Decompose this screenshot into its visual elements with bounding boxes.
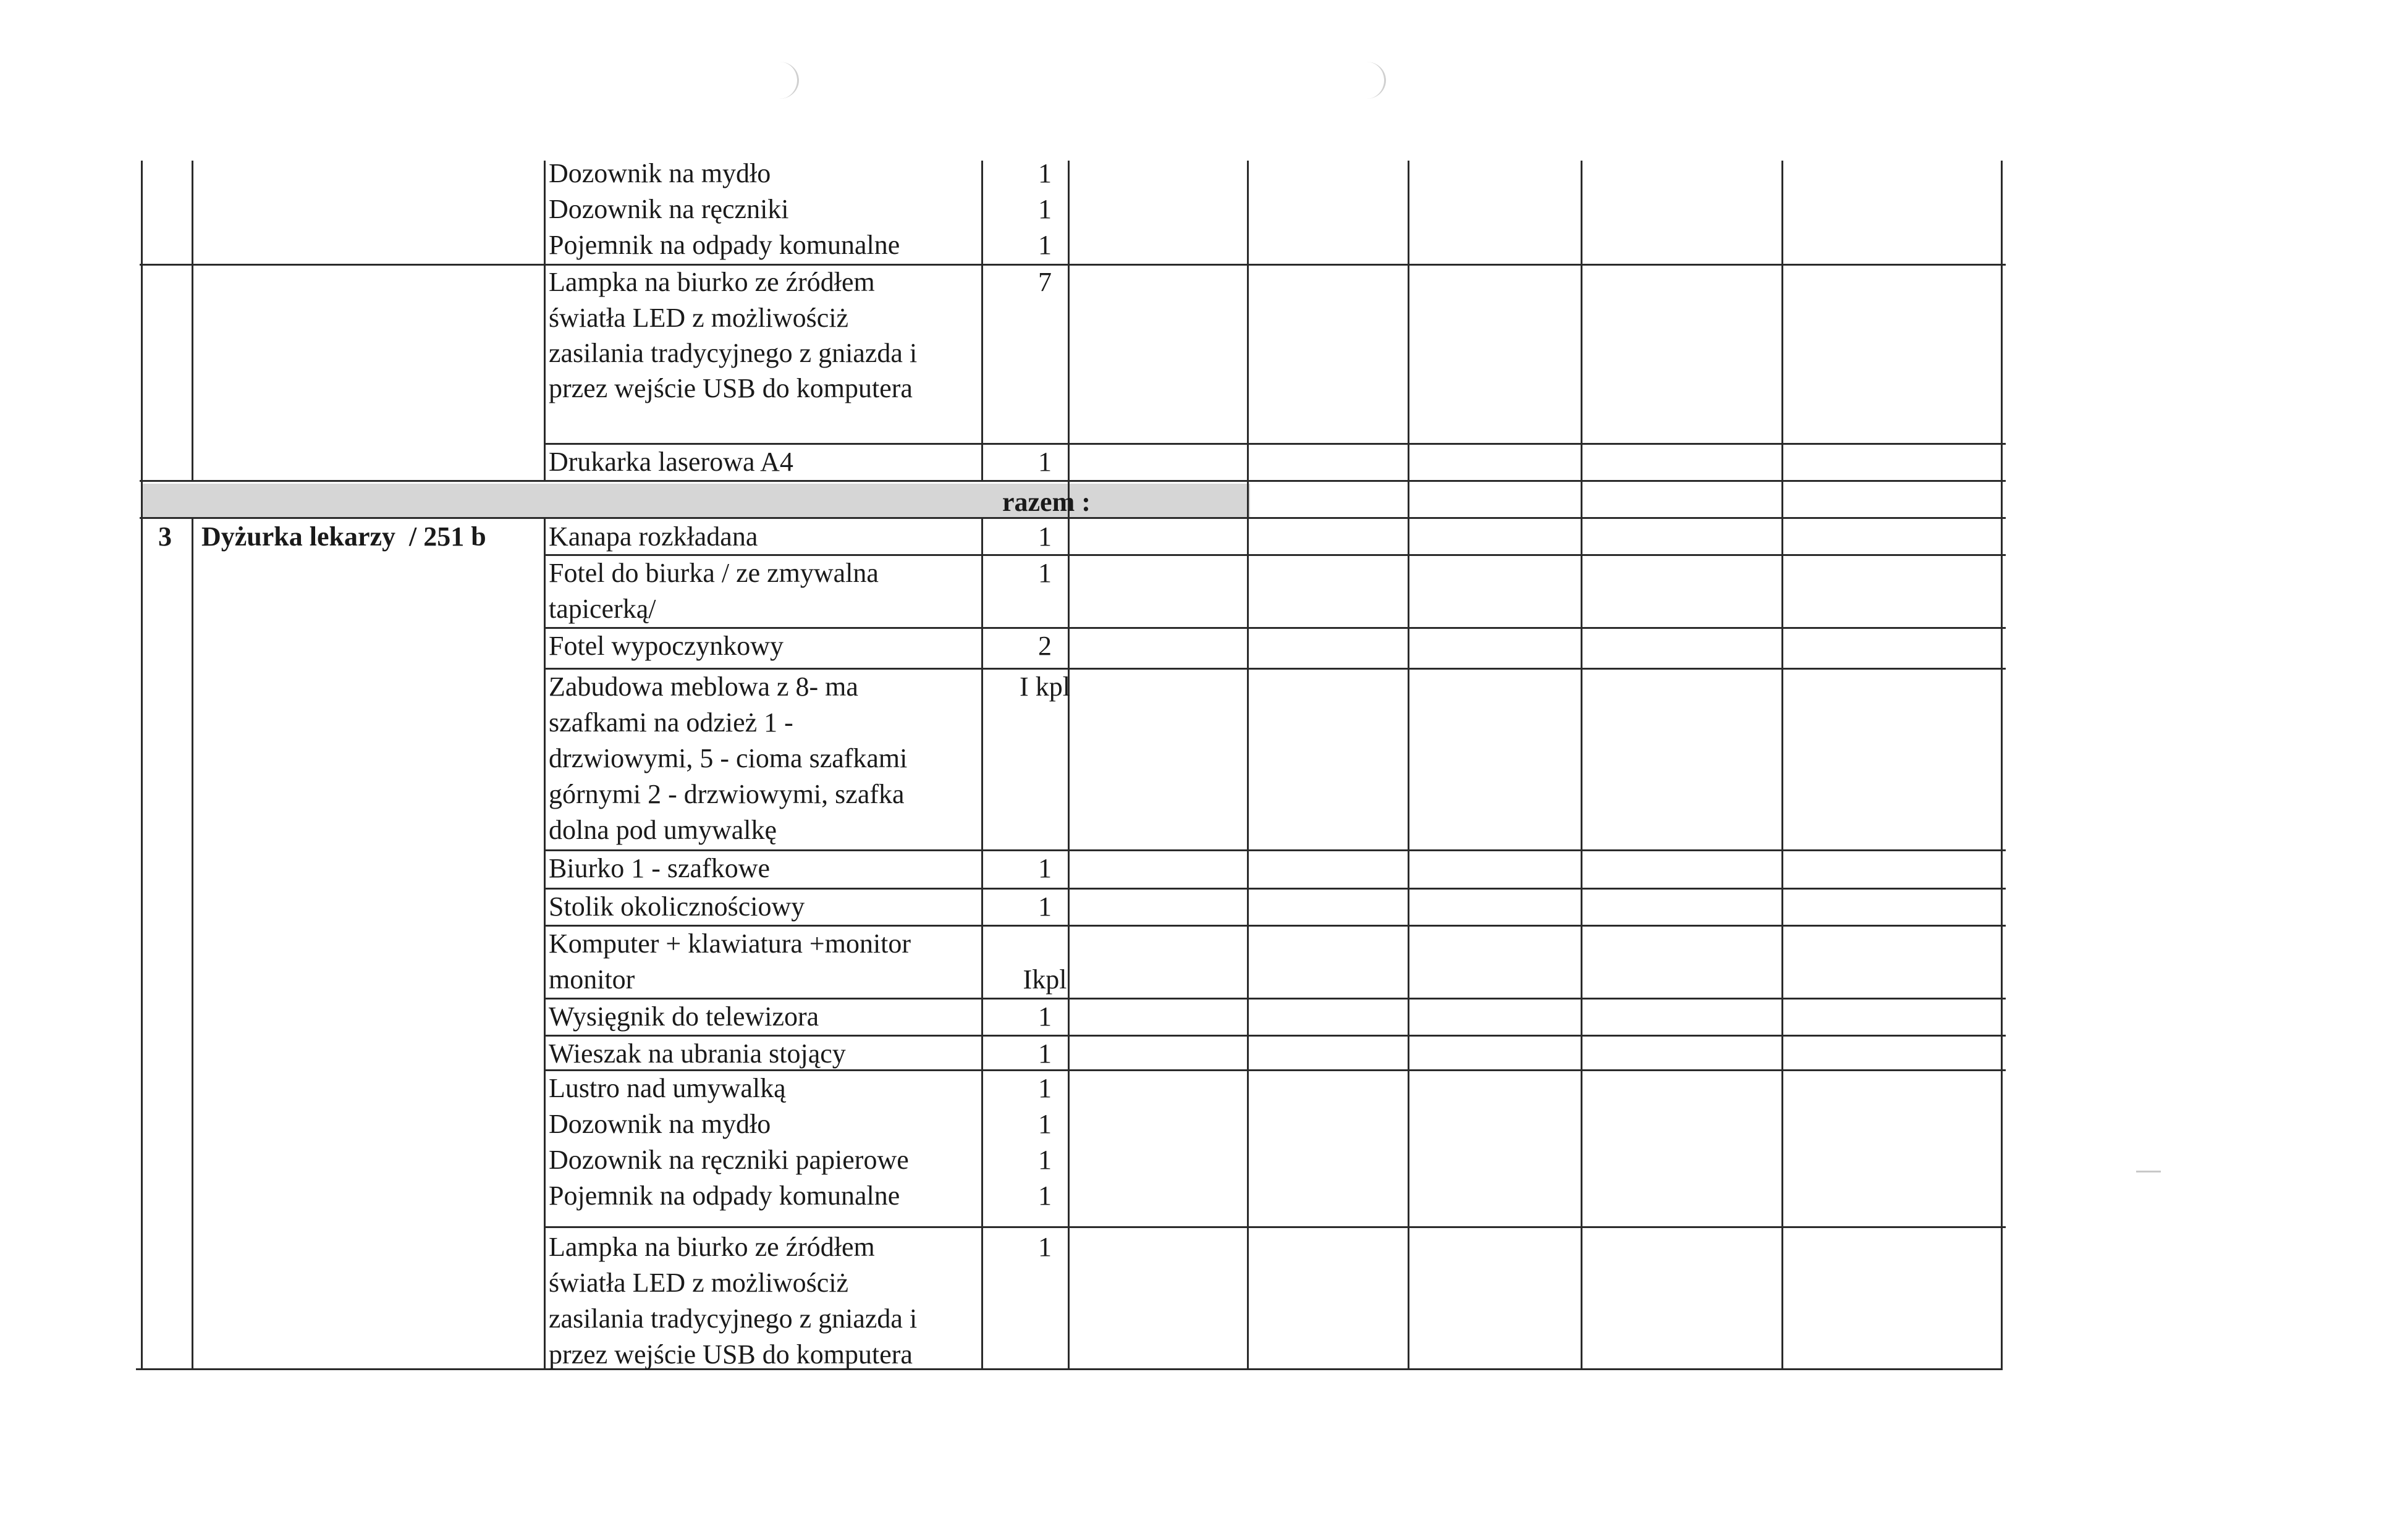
item-name: dolna pod umywalkę bbox=[549, 815, 777, 845]
item-name: Dozownik na ręczniki papierowe bbox=[549, 1145, 909, 1175]
item-name: Zabudowa meblowa z 8- ma bbox=[549, 671, 858, 702]
item-name: Stolik okolicznościowy bbox=[549, 891, 805, 922]
item-name: Lampka na biurko ze źródłem bbox=[549, 1232, 875, 1262]
item-name: Fotel wypoczynkowy bbox=[549, 631, 784, 661]
item-qty: I kpl bbox=[1020, 671, 1070, 702]
item-qty: 2 bbox=[1038, 631, 1052, 661]
item-qty: 1 bbox=[1038, 558, 1052, 588]
item-name: Biurko 1 - szafkowe bbox=[549, 853, 771, 883]
item-name: górnymi 2 - drzwiowymi, szafka bbox=[549, 779, 905, 809]
item-name: zasilania tradycyjnego z gniazda i bbox=[549, 1303, 918, 1334]
item-qty: 1 bbox=[1038, 1038, 1052, 1069]
item-name: tapicerką/ bbox=[549, 594, 656, 624]
item-qty: 1 bbox=[1038, 891, 1052, 922]
item-qty: 1 bbox=[1038, 1145, 1052, 1175]
item-name: szafkami na odzież 1 - bbox=[549, 707, 793, 738]
item-qty: 1 bbox=[1038, 1232, 1052, 1262]
item-name: Pojemnik na odpady komunalne bbox=[549, 1181, 900, 1211]
item-name: monitor bbox=[549, 964, 635, 995]
subtotal-label: razem : bbox=[1002, 487, 1091, 517]
item-name: drzwiowymi, 5 - cioma szafkami bbox=[549, 743, 908, 773]
room-name: Dyżurka lekarzy / 251 b bbox=[201, 521, 486, 552]
item-name: Fotel do biurka / ze zmywalna bbox=[549, 558, 879, 588]
item-name: zasilania tradycyjnego z gniazda i bbox=[549, 338, 918, 368]
punch-hole-mark-right bbox=[1347, 62, 1386, 99]
item-qty: Ikpl bbox=[1023, 964, 1067, 995]
item-qty: 1 bbox=[1038, 1181, 1052, 1211]
item-name: Drukarka laserowa A4 bbox=[549, 447, 793, 477]
item-qty: 7 bbox=[1038, 267, 1052, 297]
item-name: Kanapa rozkładana bbox=[549, 521, 758, 552]
item-name: przez wejście USB do komputera bbox=[549, 373, 913, 403]
item-name: Komputer + klawiatura +monitor bbox=[549, 928, 911, 959]
item-qty: 1 bbox=[1038, 230, 1052, 260]
item-name: Dozownik na ręczniki bbox=[549, 194, 789, 224]
item-name: Lustro nad umywalką bbox=[549, 1073, 786, 1103]
item-qty: 1 bbox=[1038, 1073, 1052, 1103]
item-name: Dozownik na mydło bbox=[549, 1109, 771, 1139]
item-name: Wysięgnik do telewizora bbox=[549, 1001, 819, 1032]
item-qty: 1 bbox=[1038, 1109, 1052, 1139]
section-number: 3 bbox=[158, 521, 172, 552]
item-qty: 1 bbox=[1038, 158, 1052, 188]
item-name: światła LED z możliwościż bbox=[549, 1268, 849, 1298]
scan-edge-mark bbox=[2136, 1171, 2161, 1172]
item-qty: 1 bbox=[1038, 853, 1052, 883]
item-name: światła LED z możliwościż bbox=[549, 303, 849, 333]
item-name: Lampka na biurko ze źródłem bbox=[549, 267, 875, 297]
item-name: przez wejście USB do komputera bbox=[549, 1339, 913, 1370]
item-qty: 1 bbox=[1038, 521, 1052, 552]
punch-hole-mark-left bbox=[760, 62, 799, 99]
item-name: Wieszak na ubrania stojący bbox=[549, 1038, 846, 1069]
item-qty: 1 bbox=[1038, 194, 1052, 224]
item-name: Pojemnik na odpady komunalne bbox=[549, 230, 900, 260]
item-qty: 1 bbox=[1038, 1001, 1052, 1032]
item-name: Dozownik na mydło bbox=[549, 158, 771, 188]
item-qty: 1 bbox=[1038, 447, 1052, 477]
